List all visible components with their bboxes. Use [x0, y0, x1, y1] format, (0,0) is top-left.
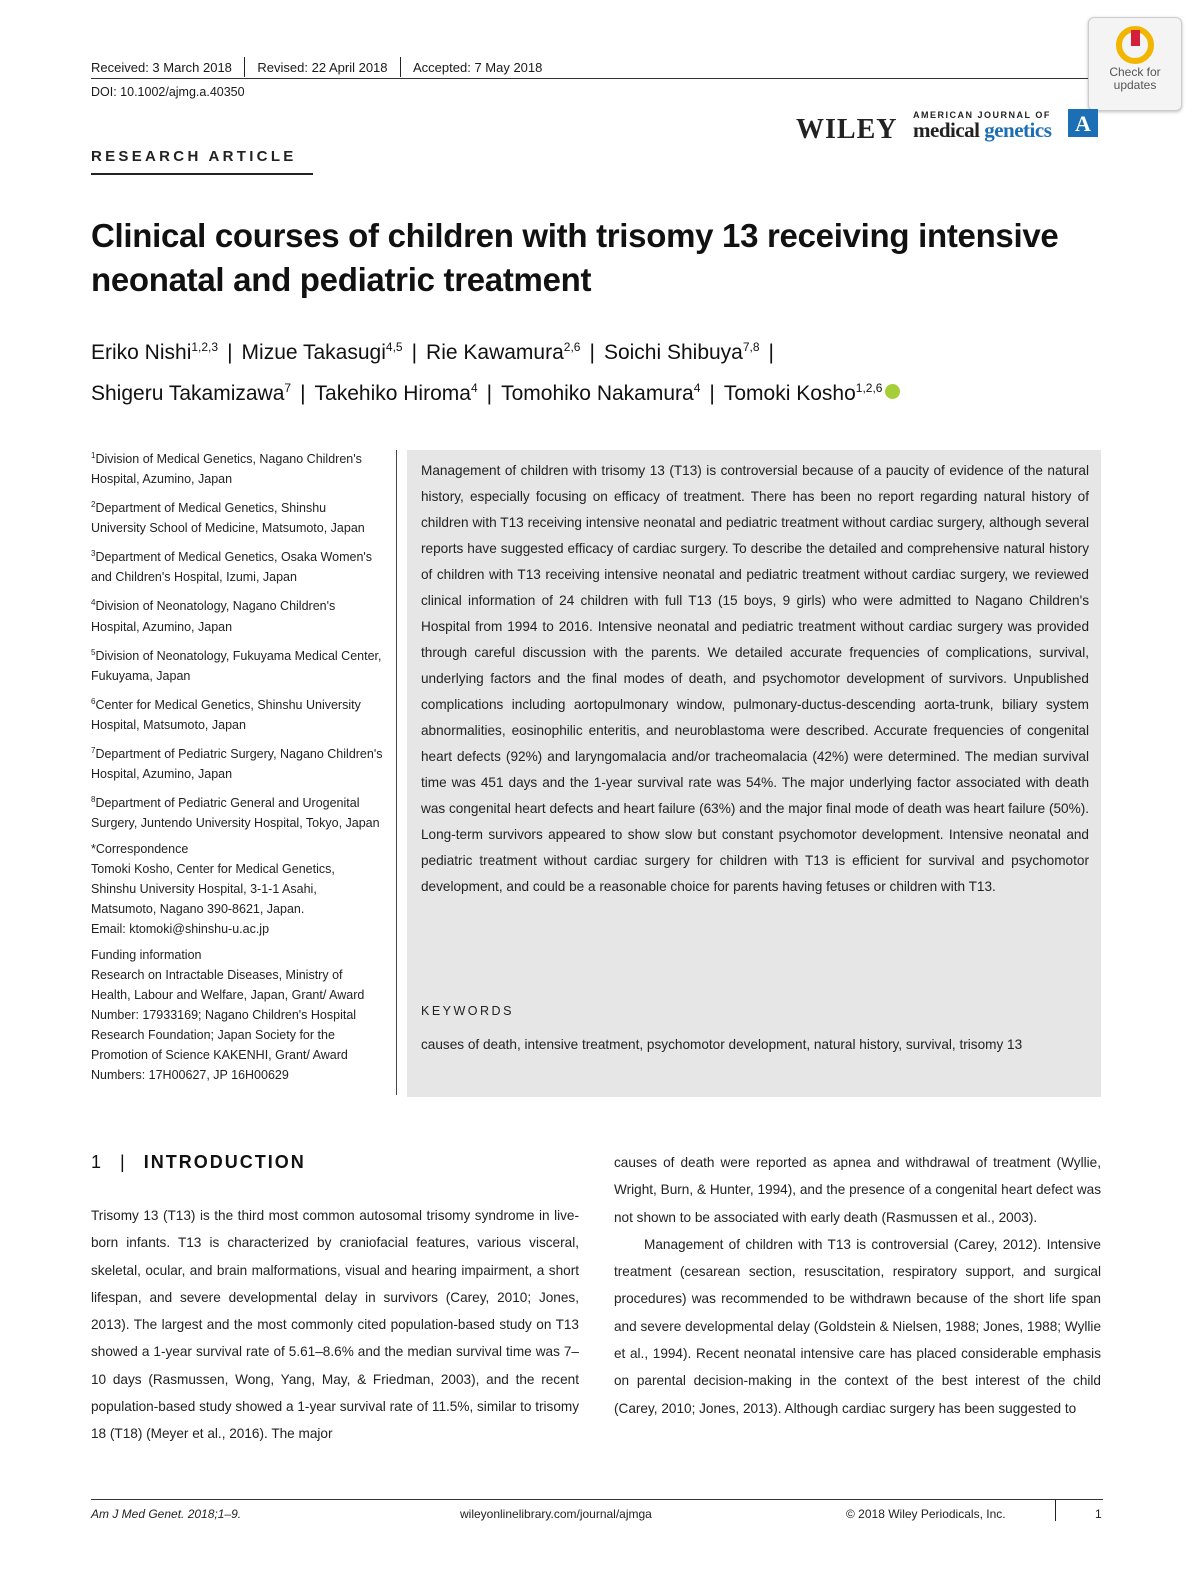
- author-divider: |: [227, 341, 233, 364]
- article-type-underline: [91, 173, 313, 175]
- footer-divider: [1055, 1499, 1056, 1521]
- section-heading: [91, 1152, 306, 1173]
- affiliation-text: Department of Medical Genetics, Shinshu University School of Medicine, Matsumoto, Japan: [91, 501, 365, 536]
- affiliation-text: Department of Medical Genetics, Osaka Women's and Children's Hospital, Izumi, Japan: [91, 550, 373, 585]
- affiliation-item: [91, 495, 383, 538]
- author-affiliation: 7,8: [742, 340, 760, 354]
- date-divider: [400, 57, 402, 77]
- affiliation-number: 6: [91, 696, 96, 706]
- date-divider: [244, 57, 246, 77]
- affiliation-number: 3: [91, 549, 96, 559]
- intro-column-2: [614, 1149, 1101, 1422]
- author-affiliation: 4: [693, 381, 701, 395]
- intro-paragraph: causes of death were reported as apnea and withdrawal of treatment (Wyllie, Wright, Burn, & Hunter, 1994), and the presence of a congenital heart defect was not shown to be associated with early death (Rasmussen et al., 2003).: [614, 1155, 1101, 1225]
- correspondence-label: *Correspondence: [91, 842, 189, 857]
- bookmark-icon: [1116, 26, 1154, 64]
- author-affiliation: 1,2,6: [855, 381, 883, 395]
- keywords-heading: KEYWORDS: [421, 1004, 514, 1018]
- footer-journal-url[interactable]: wileyonlinelibrary.com/journal/ajmga: [460, 1507, 652, 1521]
- affiliation-item: [91, 544, 383, 587]
- journal-name-part1: medical: [913, 118, 985, 142]
- funding-text: Research on Intractable Diseases, Ministry of Health, Labour and Welfare, Japan, Grant/ Award Number: 17933169; Nagano Children's Hospital Research Foundation; Japan Society for the Promotion of Science KAKENHI, Grant/ Award Numbers: 17H00627, JP 16H00629: [91, 968, 365, 1083]
- author-name[interactable]: Shigeru Takamizawa: [91, 382, 285, 405]
- article-type: RESEARCH ARTICLE: [91, 148, 297, 165]
- affiliation-number: 7: [91, 745, 96, 755]
- affiliation-number: 8: [91, 795, 96, 805]
- correspondence-text: Tomoki Kosho, Center for Medical Genetics, Shinshu University Hospital, 3-1-1 Asahi, Matsumoto, Nagano 390-8621, Japan.: [91, 862, 335, 917]
- keywords-list: causes of death, intensive treatment, psychomotor development, natural history, survival, trisomy 13: [421, 1037, 1023, 1052]
- footer-citation: Am J Med Genet. 2018;1–9.: [91, 1507, 242, 1521]
- affiliation-item: [91, 741, 383, 784]
- author-divider: |: [709, 382, 715, 405]
- affiliation-item: [91, 593, 383, 636]
- author-affiliation: 2,6: [563, 340, 581, 354]
- affiliation-text: Department of Pediatric General and Urogenital Surgery, Juntendo University Hospital, Tokyo, Japan: [91, 796, 380, 831]
- intro-paragraph: Management of children with T13 is controversial (Carey, 2012). Intensive treatment (cesarean section, resuscitation, respiratory support, and surgical procedures) was recommended to be withdrawn because of the short life span and severe developmental delay (Goldstein & Nielsen, 1988; Jones, 1988; Wyllie et al., 1994). Recent neonatal intensive care has placed considerable emphasis on parental decision-making in the context of the best interest of the child (Carey, 2010; Jones, 2013). Although cardiac surgery has been suggested to: [614, 1236, 1101, 1416]
- affiliation-text: Division of Neonatology, Fukuyama Medical Center, Fukuyama, Japan: [91, 648, 382, 683]
- affiliation-item: [91, 643, 383, 686]
- author-divider: |: [768, 341, 775, 364]
- section-title: INTRODUCTION: [143, 1152, 306, 1172]
- badge-label-line2: updates: [1113, 78, 1157, 92]
- author-affiliation: 4: [470, 381, 478, 395]
- affiliation-text: Division of Medical Genetics, Nagano Children's Hospital, Azumino, Japan: [91, 452, 362, 487]
- article-title: Clinical courses of children with trisomy 13 receiving intensive neonatal and pediatric treatment: [91, 217, 1059, 298]
- author-divider: |: [300, 382, 306, 405]
- author-affiliation: 1,2,3: [191, 340, 219, 354]
- affiliation-item: [91, 446, 383, 489]
- author-name[interactable]: Takehiko Hiroma: [314, 382, 471, 405]
- footer-copyright: © 2018 Wiley Periodicals, Inc.: [846, 1507, 1006, 1521]
- abstract-divider: [396, 450, 397, 1095]
- badge-label-line1: Check for: [1109, 65, 1161, 79]
- journal-part-badge: A: [1068, 109, 1098, 137]
- journal-name-top: AMERICAN JOURNAL OF: [913, 110, 1051, 120]
- section-divider: |: [120, 1152, 125, 1172]
- journal-name: [913, 118, 1051, 143]
- author-divider: |: [589, 341, 595, 364]
- page-number: 1: [1095, 1507, 1102, 1521]
- author-line-2: [91, 381, 900, 406]
- author-line-1: [91, 340, 783, 365]
- author-affiliation: 7: [284, 381, 292, 395]
- affiliation-item: [91, 692, 383, 735]
- footer-rule: [91, 1499, 1103, 1500]
- intro-column-1: Trisomy 13 (T13) is the third most common autosomal trisomy syndrome in live-born infants. T13 is characterized by craniofacial features, various visceral, skeletal, ocular, and brain malformations, visual and hearing impairment, a short lifespan, and severe developmental delay in survivors (Carey, 2010; Jones, 2013). The largest and the most commonly cited population-based study on T13 showed a 1-year survival rate of 5.61–8.6% and the median survival time was 7–10 days (Rasmussen, Wong, Yang, May, & Friedman, 2003), and the recent population-based study showed a 1-year survival rate of 11.5%, similar to trisomy 18 (T18) (Meyer et al., 2016). The major: [91, 1208, 579, 1442]
- journal-name-part2: genetics: [984, 118, 1052, 142]
- author-name[interactable]: Tomohiko Nakamura: [501, 382, 694, 405]
- orcid-icon[interactable]: [885, 384, 900, 399]
- correspondence-email[interactable]: Email: ktomoki@shinshu-u.ac.jp: [91, 922, 270, 937]
- author-name[interactable]: Tomoki Kosho: [723, 382, 856, 405]
- article-dates: [91, 57, 542, 77]
- author-name[interactable]: Eriko Nishi: [91, 341, 192, 364]
- author-name[interactable]: Mizue Takasugi: [241, 341, 386, 364]
- affiliation-text: Center for Medical Genetics, Shinshu University Hospital, Matsumoto, Japan: [91, 697, 361, 732]
- affiliation-number: 1: [91, 451, 96, 460]
- affiliation-number: 5: [91, 647, 96, 657]
- accepted-date: Accepted: 7 May 2018: [413, 59, 543, 75]
- author-divider: |: [411, 341, 418, 364]
- funding-label: Funding information: [91, 948, 202, 963]
- abstract-text: Management of children with trisomy 13 (T13) is controversial because of a paucity of evidence of the natural history, especially focusing on efficacy of treatment. There has been no report regarding natural history of children with T13 receiving intensive neonatal and pediatric treatment without cardiac surgery, although several reports have suggested efficacy of cardiac surgery. To describe the detailed and comprehensive natural history of children with T13 receiving intensive neonatal and pediatric treatment without cardiac surgery, we reviewed clinical information of 24 children with full T13 (15 boys, 9 girls) who were admitted to Nagano Children's Hospital from 1994 to 2016. Intensive neonatal and pediatric treatment without cardiac surgery was provided through careful discussion with the parents. We detailed accurate frequencies of complications, survival, underlying factors and the final modes of death, and psychomotor development of survivors. Unpublished complications including aortopulmonary window, pulmonary-ductus-descending aorta-trunk, biliary system abnormalities, eosinophilic enteritis, and neuroblastoma were described. Accurate frequencies of congenital heart defects (92%) and laryngomalacia and/or tracheomalacia (42%) were determined. The median survival time was 451 days and the 1-year survival rate was 54%. The major underlying factor associated with death was congenital heart defects and heart failure (63%) and the major final mode of death was heart failure (50%). Long-term survivors appeared to show slow but constant psychomotor development. Intensive neonatal and pediatric treatment without cardiac surgery for children with T13 is efficient for survival and psychomotor development, and could be a reasonable choice for parents having fetuses or children with T13.: [421, 463, 1089, 894]
- check-for-updates-badge[interactable]: [1088, 17, 1182, 111]
- doi[interactable]: DOI: 10.1002/ajmg.a.40350: [91, 85, 245, 99]
- author-divider: |: [486, 382, 493, 405]
- affiliation-item: [91, 790, 383, 833]
- wiley-logo: WILEY: [796, 114, 898, 145]
- affiliation-number: 4: [91, 598, 96, 608]
- affiliation-text: Division of Neonatology, Nagano Children's Hospital, Azumino, Japan: [91, 599, 336, 634]
- section-number: 1: [91, 1152, 102, 1172]
- affiliations: [91, 446, 383, 1091]
- revised-date: Revised: 22 April 2018: [257, 59, 388, 75]
- correspondence: [91, 839, 383, 939]
- funding: [91, 945, 383, 1085]
- author-name[interactable]: Soichi Shibuya: [603, 341, 743, 364]
- author-name[interactable]: Rie Kawamura: [426, 341, 564, 364]
- affiliation-text: Department of Pediatric Surgery, Nagano Children's Hospital, Azumino, Japan: [91, 747, 383, 782]
- affiliation-number: 2: [91, 500, 96, 510]
- header-rule: [91, 78, 1091, 79]
- abstract-box: [407, 450, 1101, 1097]
- author-affiliation: 4,5: [385, 340, 403, 354]
- publisher-logo: [796, 108, 1102, 145]
- received-date: Received: 3 March 2018: [91, 59, 232, 75]
